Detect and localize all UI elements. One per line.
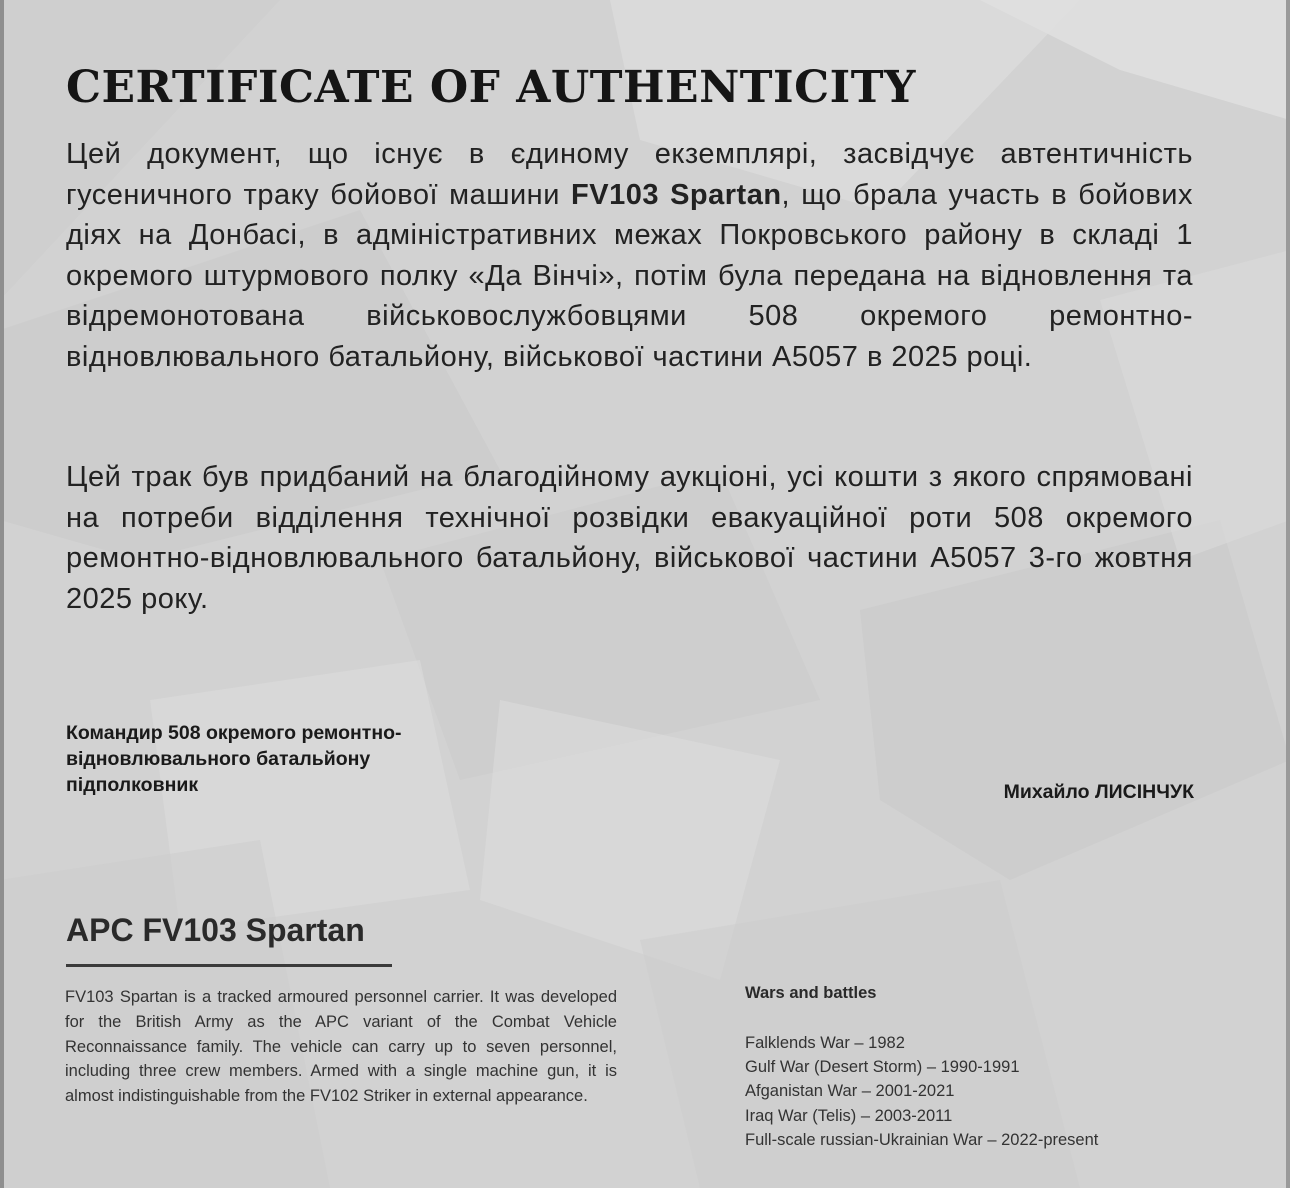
paragraph-1-suffix: , що брала участь в бойових діях на Донбасі, в адміністративних межах Покровського району в складі 1 окремого штурмового полку «Да Вінчі», потім була передана на відновлення та відремонотована військовослужбовцями 508 окремого ремонтно-відновлювального батальйону, військової частини А5057 в 2025 році.: [66, 178, 1193, 373]
wars-list: [745, 1031, 1098, 1152]
commander-rank: підполковник: [66, 774, 199, 796]
wars-list-item: Falklends War – 1982: [745, 1034, 905, 1052]
apc-description: FV103 Spartan is a tracked armoured personnel carrier. It was developed for the British Army as the APC variant of the Combat Vehicle Reconnaissance family. The vehicle can carry up to seven personnel, including three crew members. Armed with a single machine gun, it is almost indistinguishable from the FV102 Striker in external appearance.: [65, 988, 617, 1106]
commander-role-line-2: відновлювального батальйону: [66, 748, 371, 770]
vehicle-name: FV103 Spartan: [571, 178, 782, 211]
apc-section-title: APC FV103 Spartan: [66, 912, 365, 948]
wars-list-item: Full-scale russian-Ukrainian War – 2022-present: [745, 1130, 1099, 1149]
paragraph-1-prefix: Цей документ, що існує в єдиному екземплярі, засвідчує автентичність гусеничного траку бойової машини: [66, 138, 1193, 211]
certificate-paragraph-2: Цей трак був придбаний на благодійному аукціоні, усі кошти з якого спрямовані на потреби відділення технічної розвідки евакуаційної роти 508 окремого ремонтно-відновлювального батальйону, військової частини А5057 3-го жовтня 2025 року.: [66, 461, 1193, 615]
certificate-title: CERTIFICATE OF AUTHENTICITY: [66, 62, 916, 113]
commander-title-block: [66, 720, 402, 798]
commander-role-line-1: Командир 508 окремого ремонтно-: [66, 722, 402, 744]
certificate-paragraph-1: [66, 134, 1193, 377]
wars-list-item: Gulf War (Desert Storm) – 1990-1991: [745, 1058, 1020, 1077]
wars-list-item: Afganistan War – 2001-2021: [745, 1082, 955, 1101]
wars-list-item: Iraq War (Telis) – 2003-2011: [745, 1106, 953, 1125]
wars-heading: Wars and battles: [745, 984, 877, 1002]
commander-name: Михайло ЛИСІНЧУК: [1003, 781, 1194, 803]
apc-title-divider: [66, 964, 392, 967]
